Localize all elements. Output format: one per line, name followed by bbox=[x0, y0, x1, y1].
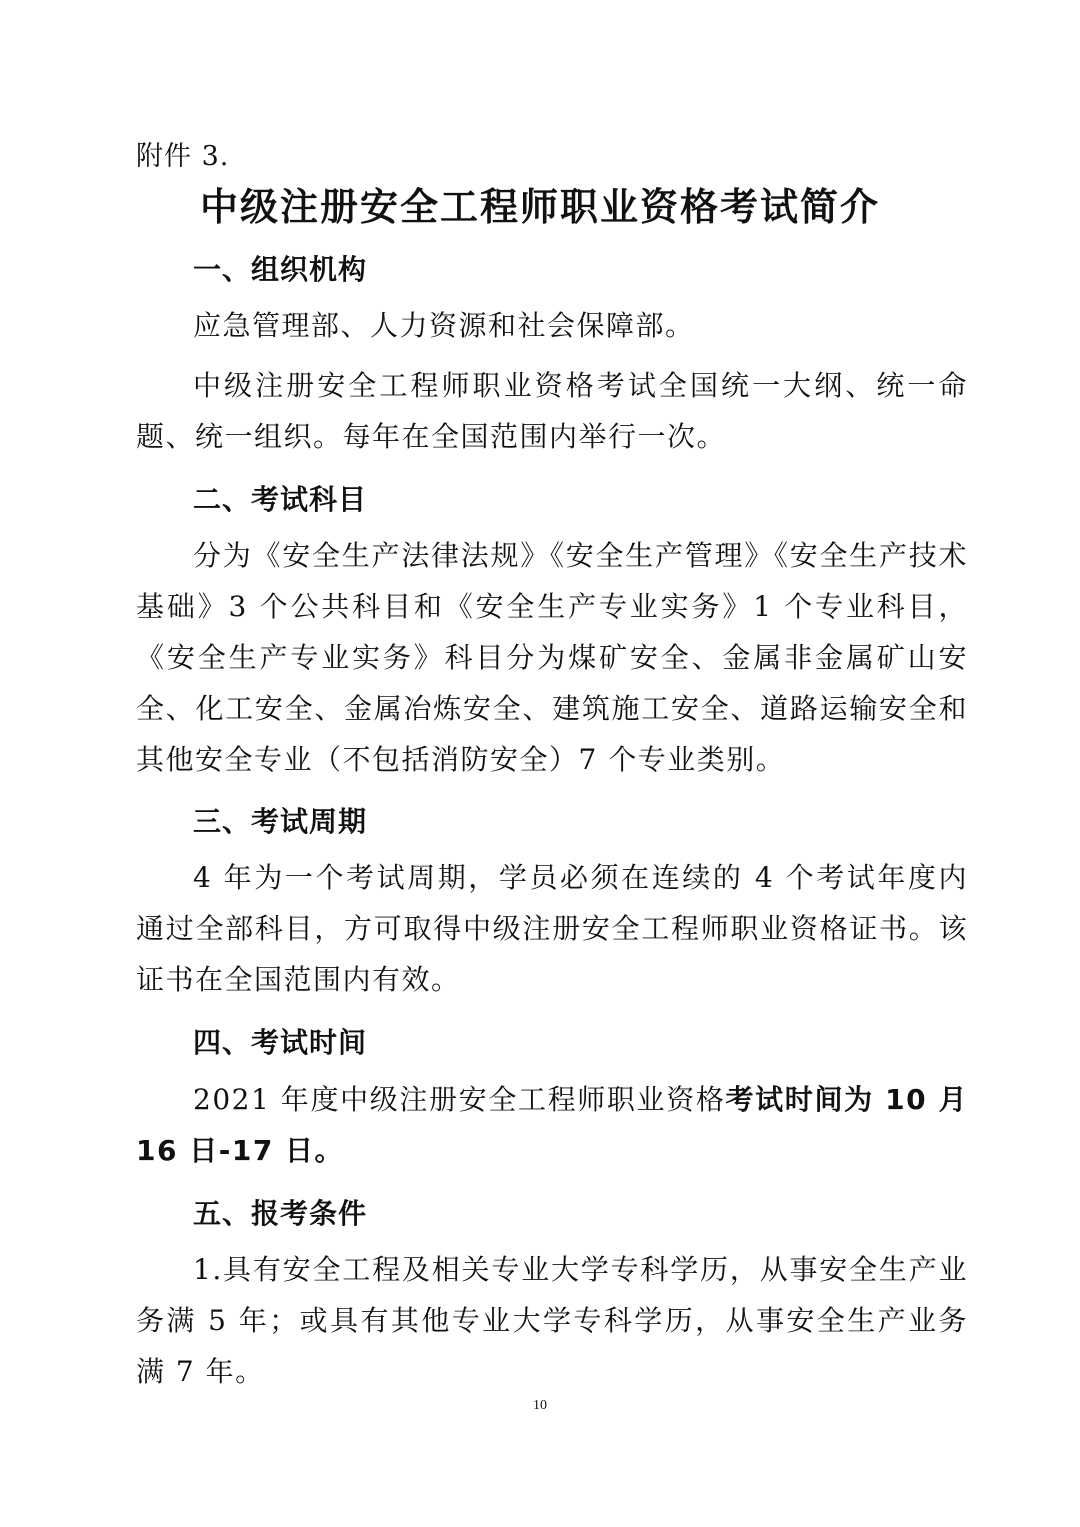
page-number: 10 bbox=[533, 1398, 547, 1413]
paragraph-time bbox=[136, 1074, 968, 1176]
section-heading-eligibility: 五、报考条件 bbox=[193, 1197, 368, 1230]
section-heading-subjects: 二、考试科目 bbox=[193, 483, 368, 516]
document-title: 中级注册安全工程师职业资格考试简介 bbox=[199, 185, 880, 229]
section-heading-organization: 一、组织机构 bbox=[193, 253, 368, 286]
paragraph-cycle: 4 年为一个考试周期，学员必须在连续的 4 个考试年度内通过全部科目，方可取得中级注册安全工程师职业资格证书。该证书在全国范围内有效。 bbox=[136, 861, 968, 996]
paragraph-organization-2: 中级注册安全工程师职业资格考试全国统一大纲、统一命题、统一组织。每年在全国范围内举行一次。 bbox=[136, 369, 968, 453]
paragraph-eligibility-1: 1.具有安全工程及相关专业大学专科学历，从事安全生产业务满 5 年；或具有其他专业大学专科学历，从事安全生产业务满 7 年。 bbox=[136, 1253, 968, 1388]
time-text-normal: 2021 年度中级注册安全工程师职业资格 bbox=[193, 1083, 726, 1116]
paragraph-subjects: 分为《安全生产法律法规》《安全生产管理》《安全生产技术基础》3 个公共科目和《安全生产专业实务》1 个专业科目，《安全生产专业实务》科目分为煤矿安全、金属非金属矿山安全、化工安全、金属冶炼安全、建筑施工安全、道路运输安全和其他安全专业（不包括消防安全）7 个专业类别。 bbox=[136, 539, 968, 776]
section-heading-time: 四、考试时间 bbox=[193, 1026, 368, 1059]
paragraph-organization-1: 应急管理部、人力资源和社会保障部。 bbox=[193, 309, 695, 342]
attachment-label: 附件 3. bbox=[136, 141, 230, 172]
time-text-bold: 考试时间为 10 月 16 日-17 日。 bbox=[136, 1083, 968, 1167]
section-heading-cycle: 三、考试周期 bbox=[193, 805, 368, 838]
